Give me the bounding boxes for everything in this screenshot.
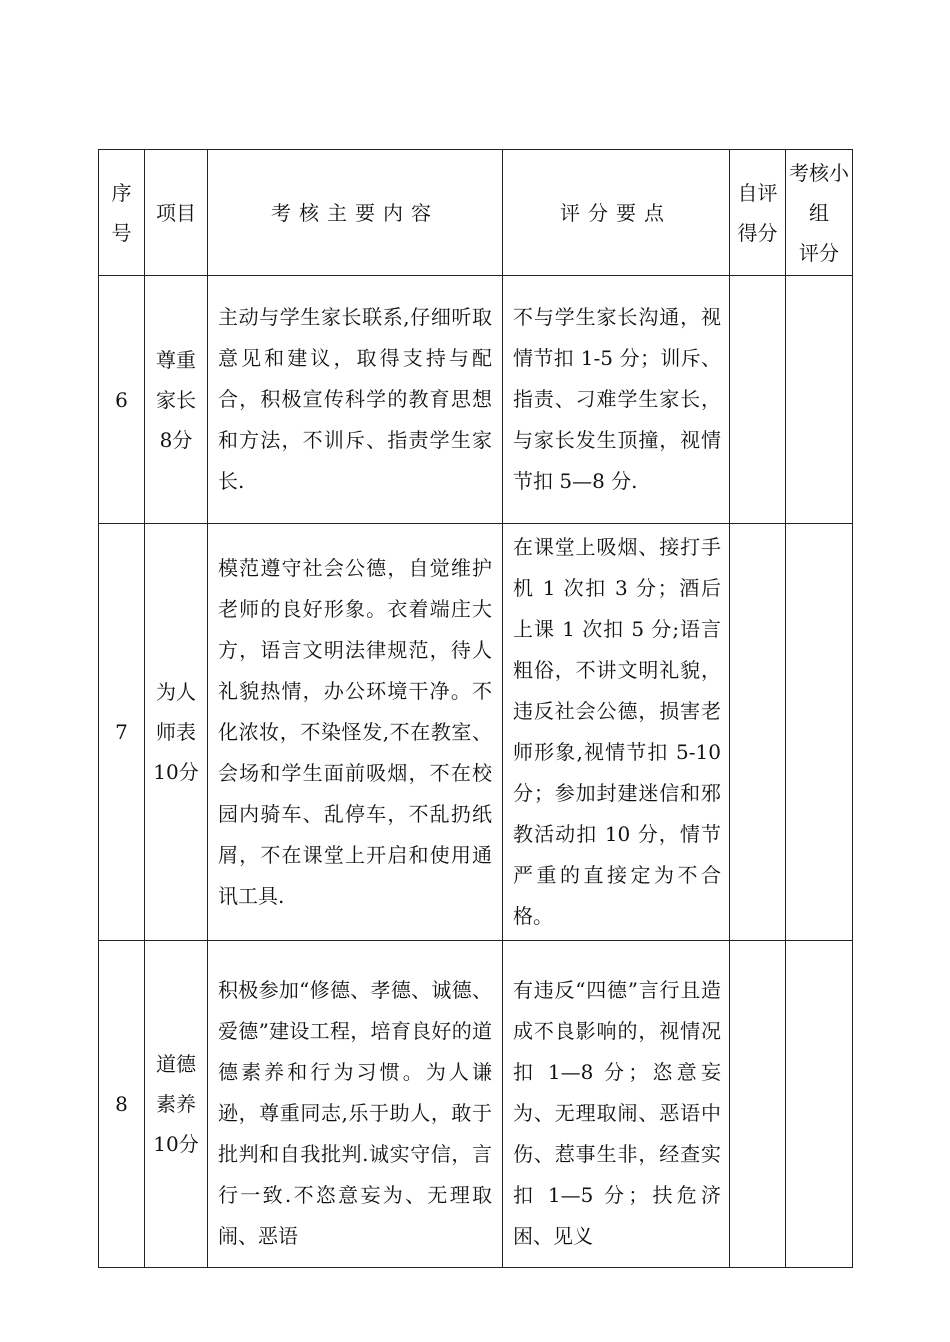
row-item [145, 276, 208, 524]
row-serial-number: 8 [99, 941, 145, 1268]
row-serial-number: 7 [99, 524, 145, 941]
header-group-score [786, 150, 853, 276]
header-serial-line: 序 [111, 180, 132, 205]
row-content-text: 模范遵守社会公德，自觉维护老师的良好形象。衣着端庄大方，语言文明法律规范，待人礼貌热情，办公环境干净。不化浓妆，不染怪发,不在教室、会场和学生面前吸烟，不在校园内骑车、乱停车，不乱扔纸屑，不在课堂上开启和使用通讯工具. [218, 555, 492, 908]
row-item-line: 素养 [156, 1092, 196, 1116]
header-group-line: 考核小 [789, 160, 849, 185]
header-self-score [730, 150, 786, 276]
table-row [99, 524, 853, 941]
row-serial-number: 6 [99, 276, 145, 524]
header-item: 项目 [145, 150, 208, 276]
row-item-line: 师表 [156, 720, 196, 744]
row-scoring-cell [503, 276, 730, 524]
row-content-text: 主动与学生家长联系,仔细听取意见和建议，取得支持与配合，积极宣传科学的教育思想和方法，不训斥、指责学生家长. [218, 305, 492, 493]
header-group-line: 评分 [799, 240, 839, 265]
row-item-line: 为人 [156, 680, 196, 704]
row-content-text: 积极参加“修德、孝德、诚德、爱德”建设工程，培育良好的道德素养和行为习惯。为人谦逊，尊重同志,乐于助人，敢于批判和自我批判.诚实守信，言行一致.不恣意妄为、无理取闹、恶语 [218, 977, 492, 1248]
row-self-score-cell[interactable] [730, 941, 786, 1268]
row-self-score-cell[interactable] [730, 524, 786, 941]
row-scoring-cell [503, 941, 730, 1268]
row-item [145, 524, 208, 941]
header-serial-line: 号 [111, 220, 132, 245]
row-scoring-cell [503, 524, 730, 941]
row-item-line: 10分 [153, 1132, 199, 1156]
row-item-line: 道德 [156, 1052, 196, 1076]
assessment-table [98, 149, 853, 1268]
row-content-cell [208, 276, 503, 524]
row-content-cell [208, 524, 503, 941]
row-group-score-cell[interactable] [786, 941, 853, 1268]
header-serial-number [99, 150, 145, 276]
table-header-row [99, 150, 853, 276]
header-scoring-points: 评分要点 [503, 150, 730, 276]
row-scoring-text: 在课堂上吸烟、接打手机 1 次扣 3 分；酒后上课 1 次扣 5 分;语言粗俗，不讲文明礼貌，违反社会公德，损害老师形象,视情节扣 5-10 分；参加封建迷信和邪教活动扣 10 分，情节严重的直接定为不合格。 [513, 535, 721, 928]
row-item-line: 8分 [159, 427, 193, 452]
row-content-cell [208, 941, 503, 1268]
table-row [99, 276, 853, 524]
row-self-score-cell[interactable] [730, 276, 786, 524]
row-scoring-text: 有违反“四德”言行且造成不良影响的，视情况扣 1—8 分；恣意妄为、无理取闹、恶语中伤、惹事生非，经查实扣 1—5 分；扶危济困、见义 [513, 977, 721, 1248]
row-item [145, 941, 208, 1268]
header-self-line: 得分 [737, 220, 778, 245]
row-item-line: 家长 [156, 387, 196, 412]
row-group-score-cell[interactable] [786, 524, 853, 941]
header-self-line: 自评 [737, 180, 778, 205]
row-scoring-text: 不与学生家长沟通，视情节扣 1-5 分；训斥、指责、刁难学生家长，与家长发生顶撞，视情节扣 5—8 分. [513, 305, 721, 493]
row-item-line: 10分 [153, 760, 199, 784]
header-content: 考核主要内容 [208, 150, 503, 276]
header-group-line: 组 [809, 200, 829, 225]
row-item-line: 尊重 [156, 347, 196, 372]
table-row [99, 941, 853, 1268]
row-group-score-cell[interactable] [786, 276, 853, 524]
